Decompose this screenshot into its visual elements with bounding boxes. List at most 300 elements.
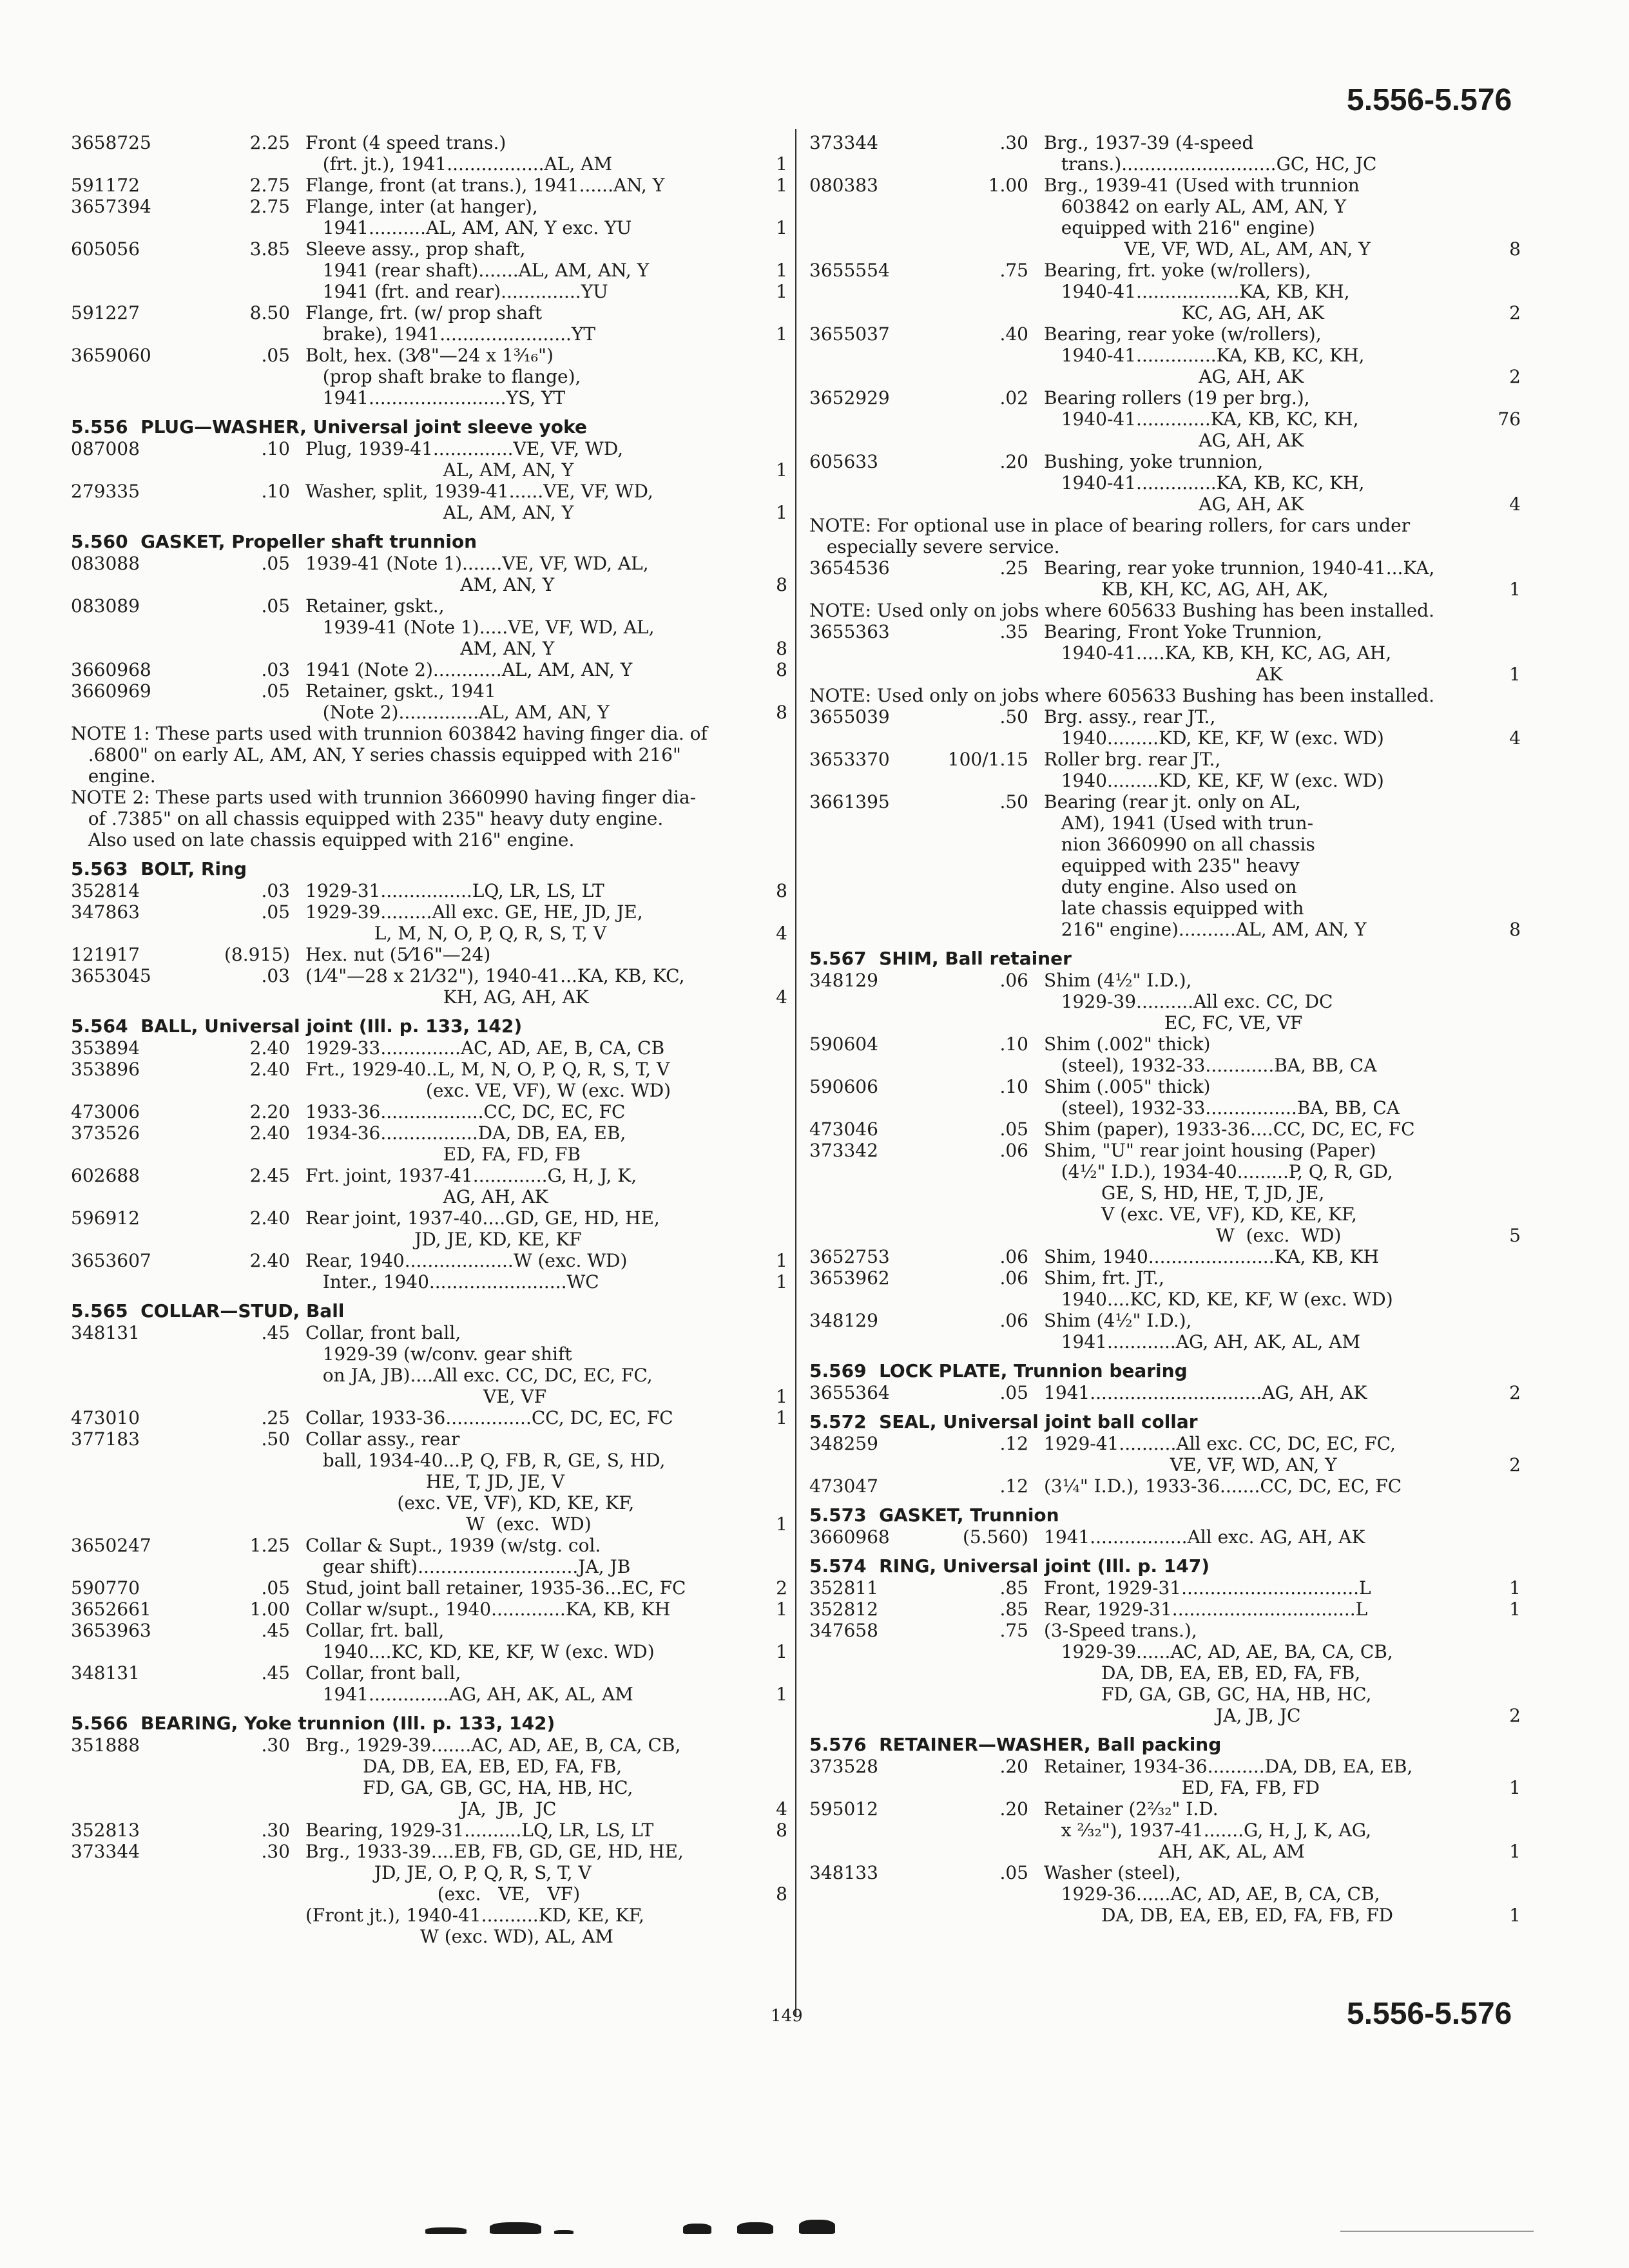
part-quantity: 8	[1509, 238, 1521, 260]
part-number: 473046	[809, 1119, 878, 1140]
part-price: 2.40	[249, 1037, 290, 1059]
parts-row	[71, 553, 787, 595]
part-description: Rear joint, 1937-40....GD, GE, HD, HE, JD, JE, KD, KE, KF	[305, 1207, 660, 1250]
part-number: 352811	[809, 1577, 878, 1599]
part-description: Collar, frt. ball, 1940....KC, KD, KE, KF, W (exc. WD)	[305, 1620, 655, 1662]
part-price: .25	[261, 1407, 290, 1428]
part-description: Bearing, Front Yoke Trunnion, 1940-41.....KA, KB, KH, KC, AG, AH, AK	[1044, 621, 1392, 685]
part-number: 353896	[71, 1059, 140, 1080]
section-heading: 5.566 BEARING, Yoke trunnion (Ill. p. 133, 142)	[71, 1713, 555, 1734]
part-number: 083088	[71, 553, 140, 574]
parts-row	[809, 1310, 1521, 1352]
part-description: 1941.................All exc. AG, AH, AK	[1044, 1526, 1365, 1548]
part-number: 3655554	[809, 260, 890, 281]
part-price: 1.00	[988, 175, 1028, 196]
part-price: .85	[999, 1599, 1028, 1620]
parts-row	[71, 1841, 787, 1947]
part-quantity: 8	[776, 638, 787, 659]
part-description: Retainer (2²⁄₃₂" I.D. x ²⁄₃₂"), 1937-41.......G, H, J, K, AG, AH, AK, AL, AM	[1044, 1798, 1371, 1862]
part-number: 3659060	[71, 345, 151, 366]
part-number: 3652753	[809, 1246, 890, 1267]
part-number: 3655364	[809, 1382, 890, 1403]
parts-row	[71, 1735, 787, 1820]
part-quantity: 1	[776, 1407, 787, 1428]
part-price: (8.915)	[224, 944, 290, 965]
part-description: Collar w/supt., 1940.............KA, KB, KH	[305, 1599, 671, 1620]
part-price: 2.75	[249, 175, 290, 196]
part-description: 1941..............................AG, AH, AK	[1044, 1382, 1367, 1403]
part-quantity: 1	[1509, 579, 1521, 600]
parts-row	[71, 595, 787, 659]
part-price: .10	[999, 1033, 1028, 1055]
parts-row	[809, 1475, 1521, 1497]
part-description: Flange, inter (at hanger), 1941..........AL, AM, AN, Y exc. YU	[305, 196, 632, 238]
parts-row	[809, 1526, 1521, 1548]
part-number: 3653963	[71, 1620, 151, 1641]
section-heading: 5.569 LOCK PLATE, Trunnion bearing	[809, 1360, 1188, 1381]
part-description: 1933-36..................CC, DC, EC, FC	[305, 1101, 626, 1122]
parts-row	[809, 323, 1521, 387]
part-quantity: 4	[776, 986, 787, 1008]
part-quantity: 5	[1509, 1225, 1521, 1246]
part-price: .20	[999, 1756, 1028, 1777]
part-price: .05	[999, 1119, 1028, 1140]
part-description: Sleeve assy., prop shaft, 1941 (rear shaft).......AL, AM, AN, Y 1941 (frt. and rear)..............YU	[305, 238, 650, 302]
part-number: 348129	[809, 1310, 878, 1331]
part-price: .05	[261, 901, 290, 923]
note-text: NOTE: Used only on jobs where 605633 Bushing has been installed.	[809, 685, 1434, 706]
part-quantity: 4	[776, 923, 787, 944]
part-number: 080383	[809, 175, 878, 196]
part-number: 3660968	[809, 1526, 890, 1548]
part-description: Bearing (rear jt. only on AL, AM), 1941 (Used with trun- nion 3660990 on all chassis equipped with 235" heavy duty engine. Also used on late chassis equipped with 216" engine)..........AL, AM, AN, Y	[1044, 791, 1367, 940]
part-description: (3¼" I.D.), 1933-36.......CC, DC, EC, FC	[1044, 1475, 1402, 1497]
part-number: 595012	[809, 1798, 878, 1820]
part-description: (1⁄4"—28 x 21⁄32"), 1940-41...KA, KB, KC, KH, AG, AH, AK	[305, 965, 685, 1008]
part-description: 1939-41 (Note 1).......VE, VF, WD, AL, AM, AN, Y	[305, 553, 649, 595]
part-price: 2.40	[249, 1122, 290, 1144]
part-price: .03	[261, 965, 290, 986]
part-price: .05	[261, 595, 290, 617]
part-price: .45	[261, 1662, 290, 1684]
part-price: 3.85	[249, 238, 290, 260]
part-number: 3658725	[71, 132, 151, 153]
part-description: Flange, frt. (w/ prop shaft brake), 1941.......................YT	[305, 302, 596, 345]
section-heading: 5.556 PLUG—WASHER, Universal joint sleeve yoke	[71, 416, 587, 437]
part-description: Brg., 1933-39....EB, FB, GD, GE, HD, HE, JD, JE, O, P, Q, R, S, T, V (exc. VE, VF) (Front jt.), 1940-41..........KD, KE, KF, W (exc. WD), AL, AM	[305, 1841, 684, 1947]
part-number: 473047	[809, 1475, 878, 1497]
part-number: 347863	[71, 901, 140, 923]
part-number: 3655039	[809, 706, 890, 727]
part-description: Stud, joint ball retainer, 1935-36...EC, FC	[305, 1577, 686, 1599]
part-quantity: 1	[776, 1514, 787, 1535]
part-quantity: 1	[776, 1386, 787, 1407]
parts-row	[71, 132, 787, 175]
parts-row	[809, 791, 1521, 940]
part-quantity: 8	[776, 1883, 787, 1905]
part-price: 2.40	[249, 1250, 290, 1271]
parts-row	[809, 1599, 1521, 1620]
part-number: 348129	[809, 970, 878, 991]
part-quantity: 8	[776, 880, 787, 901]
parts-row	[809, 1033, 1521, 1076]
part-number: 373344	[809, 132, 878, 153]
section-heading: 5.573 GASKET, Trunnion	[809, 1504, 1059, 1526]
part-number: 352814	[71, 880, 140, 901]
part-quantity: 8	[776, 659, 787, 680]
part-price: .03	[261, 880, 290, 901]
part-description: Shim, frt. JT., 1940....KC, KD, KE, KF, W (exc. WD)	[1044, 1267, 1393, 1310]
part-price: .10	[999, 1076, 1028, 1097]
part-price: .05	[261, 680, 290, 702]
part-number: 373526	[71, 1122, 140, 1144]
part-number: 591227	[71, 302, 140, 323]
part-number: 602688	[71, 1165, 140, 1186]
part-quantity: 4	[1509, 494, 1521, 515]
part-description: Frt., 1929-40..L, M, N, O, P, Q, R, S, T, V (exc. VE, VF), W (exc. WD)	[305, 1059, 671, 1101]
part-description: Washer, split, 1939-41......VE, VF, WD, AL, AM, AN, Y	[305, 481, 653, 523]
part-price: .06	[999, 1267, 1028, 1289]
parts-row	[809, 1798, 1521, 1862]
part-number: 121917	[71, 944, 140, 965]
part-description: Roller brg. rear JT., 1940.........KD, KE, KF, W (exc. WD)	[1044, 749, 1384, 791]
part-price: .06	[999, 1246, 1028, 1267]
part-description: Collar, front ball, 1941..............AG, AH, AK, AL, AM	[305, 1662, 633, 1705]
parts-row	[809, 132, 1521, 175]
parts-row	[71, 1407, 787, 1428]
part-price: .45	[261, 1322, 290, 1343]
part-price: .30	[999, 132, 1028, 153]
part-description: Collar & Supt., 1939 (w/stg. col. gear shift)............................JA, JB	[305, 1535, 631, 1577]
part-price: 2.45	[249, 1165, 290, 1186]
parts-row	[71, 1165, 787, 1207]
part-description: Plug, 1939-41..............VE, VF, WD, AL, AM, AN, Y	[305, 438, 624, 481]
note-text: NOTE: For optional use in place of bearing rollers, for cars under especially severe service.	[809, 515, 1411, 557]
section-heading: 5.564 BALL, Universal joint (Ill. p. 133, 142)	[71, 1015, 523, 1037]
part-number: 373344	[71, 1841, 140, 1862]
part-quantity: 1	[776, 1641, 787, 1662]
parts-row	[71, 1620, 787, 1662]
parts-row	[71, 345, 787, 408]
parts-row	[71, 1101, 787, 1122]
part-quantity: 1	[776, 323, 787, 345]
parts-row	[809, 557, 1521, 600]
parts-row	[71, 238, 787, 302]
part-number: 347658	[809, 1620, 878, 1641]
parts-row	[809, 1862, 1521, 1926]
parts-row	[809, 1756, 1521, 1798]
part-quantity: 8	[1509, 919, 1521, 940]
part-description: Shim (.002" thick) (steel), 1932-33............BA, BB, CA	[1044, 1033, 1377, 1076]
part-price: 1.00	[249, 1599, 290, 1620]
part-price: .05	[261, 1577, 290, 1599]
part-price: .03	[261, 659, 290, 680]
parts-row	[809, 175, 1521, 260]
part-price: 2.40	[249, 1207, 290, 1229]
part-description: Shim (4½" I.D.), 1941............AG, AH, AK, AL, AM	[1044, 1310, 1361, 1352]
part-description: Brg., 1937-39 (4-speed trans.)...........................GC, HC, JC	[1044, 132, 1377, 175]
part-price: .30	[261, 1820, 290, 1841]
parts-row	[809, 260, 1521, 323]
part-price: .50	[261, 1428, 290, 1450]
parts-row	[71, 1207, 787, 1250]
part-description: Bearing, rear yoke trunnion, 1940-41...KA, KB, KH, KC, AG, AH, AK,	[1044, 557, 1435, 600]
parts-row	[71, 1599, 787, 1620]
page-number: 149	[771, 2006, 803, 2026]
parts-row	[71, 302, 787, 345]
part-price: .40	[999, 323, 1028, 345]
part-quantity: 76	[1498, 408, 1521, 430]
part-quantity: 2	[1509, 366, 1521, 387]
part-number: 596912	[71, 1207, 140, 1229]
parts-row	[71, 1059, 787, 1101]
part-price: .05	[261, 345, 290, 366]
note-text: NOTE 1: These parts used with trunnion 603842 having finger dia. of .6800" on early AL, AM, AN, Y series chassis equipped with 216" engine.	[71, 723, 708, 787]
part-price: .50	[999, 706, 1028, 727]
part-number: 279335	[71, 481, 140, 502]
part-number: 473010	[71, 1407, 140, 1428]
part-price: .30	[261, 1735, 290, 1756]
part-price: .35	[999, 621, 1028, 642]
part-number: 3652661	[71, 1599, 151, 1620]
part-quantity: 4	[1509, 727, 1521, 749]
part-description: Bearing rollers (19 per brg.), 1940-41.............KA, KB, KC, KH, AG, AH, AK	[1044, 387, 1359, 451]
part-price: .20	[999, 1798, 1028, 1820]
part-description: Retainer, gskt., 1941 (Note 2)..............AL, AM, AN, Y	[305, 680, 610, 723]
parts-row	[809, 1246, 1521, 1267]
page-header-bottom: 5.556-5.576	[1347, 1997, 1512, 2031]
part-description: Bearing, frt. yoke (w/rollers), 1940-41..................KA, KB, KH, KC, AG, AH, AK	[1044, 260, 1350, 323]
parts-row	[809, 1577, 1521, 1599]
part-price: .06	[999, 1140, 1028, 1161]
part-quantity: 1	[1509, 664, 1521, 685]
parts-row	[71, 659, 787, 680]
part-number: 348133	[809, 1862, 878, 1883]
part-quantity: 1 1	[776, 260, 787, 302]
part-number: 590606	[809, 1076, 878, 1097]
part-quantity: 1	[1509, 1905, 1521, 1926]
section-heading: 5.574 RING, Universal joint (Ill. p. 147)	[809, 1555, 1210, 1577]
part-description: 1929-39.........All exc. GE, HE, JD, JE, L, M, N, O, P, Q, R, S, T, V	[305, 901, 643, 944]
part-number: 590604	[809, 1033, 878, 1055]
part-quantity: 2	[1509, 1382, 1521, 1403]
part-number: 3653962	[809, 1267, 890, 1289]
part-description: (3-Speed trans.), 1929-39......AC, AD, AE, BA, CA, CB, DA, DB, EA, EB, ED, FA, FB, FD, GA, GB, GC, HA, HB, HC, JA, JB, JC	[1044, 1620, 1393, 1726]
part-number: 591172	[71, 175, 140, 196]
part-number: 3655037	[809, 323, 890, 345]
part-description: Collar, front ball, 1929-39 (w/conv. gear shift on JA, JB)....All exc. CC, DC, EC, FC, VE, VF	[305, 1322, 653, 1407]
parts-row	[71, 1250, 787, 1293]
part-quantity: 1	[776, 502, 787, 523]
part-quantity: 2	[1509, 1454, 1521, 1475]
part-price: .25	[999, 557, 1028, 579]
left-column	[71, 132, 787, 1947]
part-quantity: 1	[1509, 1599, 1521, 1620]
part-price: .10	[261, 481, 290, 502]
part-number: 351888	[71, 1735, 140, 1756]
parts-row	[809, 621, 1521, 685]
part-price: .30	[261, 1841, 290, 1862]
part-price: 1.25	[249, 1535, 290, 1556]
part-description: 1941 (Note 2)............AL, AM, AN, Y	[305, 659, 633, 680]
part-price: 8.50	[249, 302, 290, 323]
part-description: Rear, 1940...................W (exc. WD) Inter., 1940........................WC	[305, 1250, 628, 1293]
part-number: 3653607	[71, 1250, 151, 1271]
part-quantity: 1	[1509, 1577, 1521, 1599]
part-description: Bushing, yoke trunnion, 1940-41..............KA, KB, KC, KH, AG, AH, AK	[1044, 451, 1365, 515]
parts-row	[809, 1267, 1521, 1310]
part-description: 1929-31................LQ, LR, LS, LT	[305, 880, 604, 901]
parts-row	[809, 706, 1521, 749]
parts-row	[71, 1577, 787, 1599]
part-number: 3660968	[71, 659, 151, 680]
page-header-top: 5.556-5.576	[1347, 83, 1512, 117]
part-number: 377183	[71, 1428, 140, 1450]
part-price: .75	[999, 1620, 1028, 1641]
part-quantity: 1	[776, 1684, 787, 1705]
parts-row	[71, 175, 787, 196]
parts-row	[71, 680, 787, 723]
part-number: 605633	[809, 451, 878, 472]
part-price: .20	[999, 451, 1028, 472]
part-price: .85	[999, 1577, 1028, 1599]
part-price: .05	[999, 1382, 1028, 1403]
part-description: Collar, 1933-36...............CC, DC, EC, FC	[305, 1407, 673, 1428]
part-description: Shim, "U" rear joint housing (Paper) (4½" I.D.), 1934-40.........P, Q, R, GD, GE, S, HD, HE, T, JD, JE, V (exc. VE, VF), KD, KE, KF, W (exc. WD)	[1044, 1140, 1393, 1246]
parts-row	[809, 1076, 1521, 1119]
part-description: 1929-41..........All exc. CC, DC, EC, FC, VE, VF, WD, AN, Y	[1044, 1433, 1396, 1475]
part-description: Brg. assy., rear JT., 1940.........KD, KE, KF, W (exc. WD)	[1044, 706, 1384, 749]
part-quantity: 1	[776, 175, 787, 196]
part-price: .45	[261, 1620, 290, 1641]
scan-artifact-marks	[425, 2220, 838, 2238]
part-number: 3657394	[71, 196, 151, 217]
part-price: .06	[999, 1310, 1028, 1331]
section-heading: 5.565 COLLAR—STUD, Ball	[71, 1300, 345, 1321]
part-quantity: 1	[776, 217, 787, 238]
part-description: Shim, 1940......................KA, KB, KH	[1044, 1246, 1380, 1267]
part-number: 473006	[71, 1101, 140, 1122]
section-heading: 5.572 SEAL, Universal joint ball collar	[809, 1411, 1198, 1432]
part-quantity: 2	[776, 1577, 787, 1599]
parts-row	[809, 1620, 1521, 1726]
part-price: .12	[999, 1433, 1028, 1454]
parts-row	[71, 965, 787, 1008]
parts-row	[809, 1433, 1521, 1475]
part-description: Brg., 1939-41 (Used with trunnion 603842 on early AL, AM, AN, Y equipped with 216" engine) VE, VF, WD, AL, AM, AN, Y	[1044, 175, 1371, 260]
section-heading: 5.563 BOLT, Ring	[71, 858, 247, 879]
part-number: 373342	[809, 1140, 878, 1161]
part-price: .75	[999, 260, 1028, 281]
part-description: Shim (4½" I.D.), 1929-39..........All exc. CC, DC EC, FC, VE, VF	[1044, 970, 1333, 1033]
section-heading: 5.560 GASKET, Propeller shaft trunnion	[71, 531, 477, 552]
parts-row	[71, 1535, 787, 1577]
part-description: Bolt, hex. (3⁄8"—24 x 1³⁄₁₆") (prop shaft brake to flange), 1941........................YS, YT	[305, 345, 581, 408]
part-description: Rear, 1929-31................................L	[1044, 1599, 1368, 1620]
part-quantity: 4	[776, 1798, 787, 1820]
part-description: Shim (paper), 1933-36....CC, DC, EC, FC	[1044, 1119, 1415, 1140]
note-text: NOTE 2: These parts used with trunnion 3660990 having finger dia- of .7385" on all chassis equipped with 235" heavy duty engine. Also used on late chassis equipped with 216" engine.	[71, 787, 697, 850]
parts-row	[71, 880, 787, 901]
part-price: 100/1.15	[947, 749, 1028, 770]
part-price: .06	[999, 970, 1028, 991]
part-description: Retainer, gskt., 1939-41 (Note 1).....VE, VF, WD, AL, AM, AN, Y	[305, 595, 655, 659]
part-price: .10	[261, 438, 290, 459]
part-price: .50	[999, 791, 1028, 812]
part-quantity: 2	[1509, 1705, 1521, 1726]
parts-row	[809, 387, 1521, 451]
part-number: 3653370	[809, 749, 890, 770]
part-quantity: 1	[776, 459, 787, 481]
parts-row	[71, 1662, 787, 1705]
parts-row	[809, 1119, 1521, 1140]
part-description: Flange, front (at trans.), 1941......AN, Y	[305, 175, 665, 196]
part-quantity: 8	[776, 1820, 787, 1841]
part-number: 348131	[71, 1662, 140, 1684]
parts-row	[809, 970, 1521, 1033]
part-quantity: 1	[1509, 1777, 1521, 1798]
parts-row	[71, 1037, 787, 1059]
part-price: 2.20	[249, 1101, 290, 1122]
part-description: Bearing, rear yoke (w/rollers), 1940-41..............KA, KB, KC, KH, AG, AH, AK	[1044, 323, 1365, 387]
part-number: 3660969	[71, 680, 151, 702]
parts-row	[71, 1428, 787, 1535]
parts-row	[71, 944, 787, 965]
part-number: 083089	[71, 595, 140, 617]
part-price: 2.40	[249, 1059, 290, 1080]
part-number: 605056	[71, 238, 140, 260]
part-number: 352812	[809, 1599, 878, 1620]
part-number: 3653045	[71, 965, 151, 986]
part-number: 353894	[71, 1037, 140, 1059]
part-description: Brg., 1929-39.......AC, AD, AE, B, CA, CB, DA, DB, EA, EB, ED, FA, FB, FD, GA, GB, GC, HA, HB, HC, JA, JB, JC	[305, 1735, 681, 1820]
parts-row	[71, 481, 787, 523]
part-number: 3652929	[809, 387, 890, 408]
note-text: NOTE: Used only on jobs where 605633 Bushing has been installed.	[809, 600, 1434, 621]
part-number: 348131	[71, 1322, 140, 1343]
part-price: .05	[261, 553, 290, 574]
part-price: (5.560)	[962, 1526, 1028, 1548]
part-description: 1934-36.................DA, DB, EA, EB, ED, FA, FD, FB	[305, 1122, 626, 1165]
parts-row	[71, 438, 787, 481]
right-column	[809, 132, 1521, 1926]
parts-row	[71, 1122, 787, 1165]
part-quantity: 1	[776, 153, 787, 175]
parts-row	[71, 1322, 787, 1407]
part-quantity: 1 1	[776, 1250, 787, 1293]
parts-row	[809, 451, 1521, 515]
parts-row	[71, 901, 787, 944]
part-description: Retainer, 1934-36..........DA, DB, EA, EB, ED, FA, FB, FD	[1044, 1756, 1413, 1798]
scan-artifact-line	[1340, 2231, 1534, 2232]
part-description: Bearing, 1929-31..........LQ, LR, LS, LT	[305, 1820, 654, 1841]
parts-row	[809, 1140, 1521, 1246]
section-heading: 5.567 SHIM, Ball retainer	[809, 948, 1072, 969]
part-price: .02	[999, 387, 1028, 408]
parts-row	[71, 1820, 787, 1841]
part-quantity: 8	[776, 574, 787, 595]
parts-row	[809, 1382, 1521, 1403]
part-price: .12	[999, 1475, 1028, 1497]
part-description: Washer (steel), 1929-36......AC, AD, AE, B, CA, CB, DA, DB, EA, EB, ED, FA, FB, FD	[1044, 1862, 1393, 1926]
part-quantity: 8	[776, 702, 787, 723]
part-description: Front (4 speed trans.) (frt. jt.), 1941.................AL, AM	[305, 132, 613, 175]
part-description: Front, 1929-31...............................L	[1044, 1577, 1371, 1599]
parts-row	[809, 749, 1521, 791]
part-description: Frt. joint, 1937-41.............G, H, J, K, AG, AH, AK	[305, 1165, 637, 1207]
part-number: 3650247	[71, 1535, 151, 1556]
part-quantity: 2	[1509, 302, 1521, 323]
